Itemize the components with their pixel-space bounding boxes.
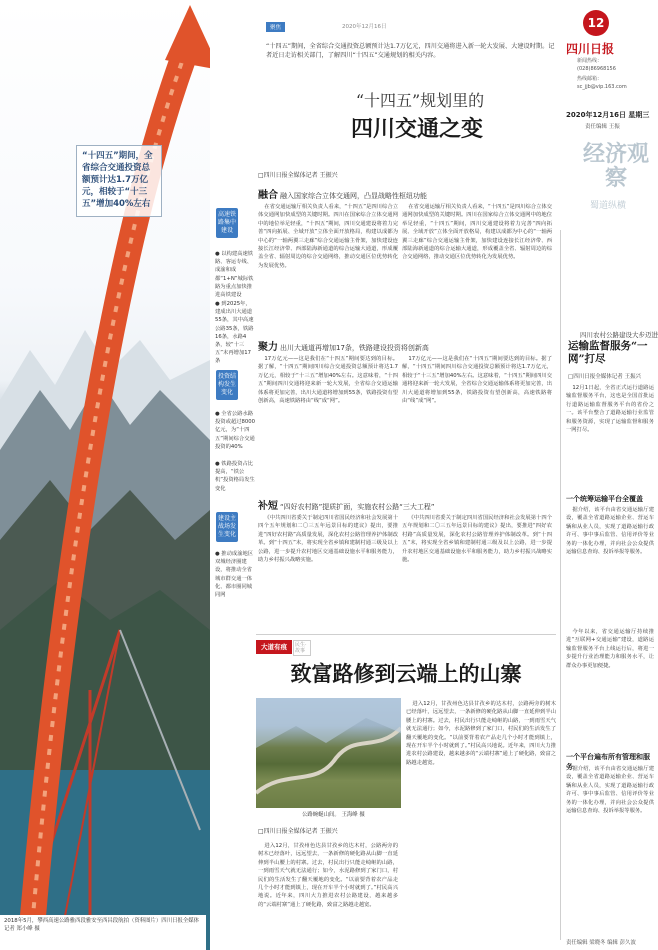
story-byline: □四川日报全媒体记者 王振兴 [258, 828, 338, 835]
top-date: 2020年12月16日 [342, 24, 387, 30]
article-intro: “十四五”期间，全省综合交通投资总额预计达1.7万亿元，四川交通将进入新一轮大发展、大建设时期。记者近日走访相关部门，了解四川“十四五”交通规划的相关内容。 [266, 43, 555, 59]
section-body-shortboard-1: 《中共四川省委关于制定四川省国民经济和社会发展第十四个五年规划和二〇三五年远景目标的建议》提出，要推进“四好农村路”高质量发展，深化农村公路管理养护体制改革。到“十四五”末，将实现全省乡镇和建制村通三级及以上公路，进一步提升农村地区交通基础设施水平和服务能力，助力乡村振兴战略实施。 [258, 515, 398, 564]
right-story-para4: 据介绍，该平台由省交通运输厅建设，覆盖全省道路运输企业、营运车辆和从业人员，实现了道路运输行政许可、事中事后监管、信用评价等业务的一体化办理，并向社会公众提供运输信息查询、投诉举报等服务。 [566, 766, 654, 815]
paper-name: 四川日报 [566, 42, 615, 56]
section-head-focus: 聚力 出川大通道再增加17条，铁路建设投资将创新高 [258, 342, 429, 353]
side-text-channels: ● 到2025年，建成出川大通道55条，其中高速公路35条，铁路16条，水路4条，较“十三五”末再增加17条 [215, 301, 254, 365]
road-photo [256, 698, 401, 808]
right-story-para3: 今年以来，省交通运输厅持续推进“互联网+交通运输”建设，道路运输监督服务平台上线运行后，将进一步提升行业治理能力和服务水平，让群众办事更加便捷。 [566, 629, 654, 669]
section-body-fusion-2: 在省交通运输厅相关负责人看来，“十四五”是四川综合立体交通网加快成型的关键时期。四川在国家综合立体交通网中的地位举足轻重，“十四五”期间，四川交通建设将着力完善“四向拓展、全域开放”立体全面开放格局，构建以成都为中心的“一轴两翼三走廊”综合交通运输主骨架，加快建设连接长江经济带、西部陆海新通道的综合运输大通道，形成覆盖全省、辐射周边的综合交通网络，推动交通区位优势转化为发展优势。 [402, 204, 552, 261]
right-story-para2: 据介绍，该平台由省交通运输厅建设，覆盖全省道路运输企业、营运车辆和从业人员，实现了道路运输行政许可、事中事后监管、信用评价等业务的一体化办理，并向社会公众提供运输信息查询、投诉举报等服务。 [566, 507, 654, 556]
section-tag: 聚焦 [266, 22, 285, 32]
story-title: 致富路修到云端上的山寨 [290, 661, 522, 686]
section-head-shortboard: 补短 “四好农村路”提质扩面，实施农村公路“三大工程” [258, 501, 435, 512]
side-text-rail: ● 以构建高速铁路、客运专线、成渝和成都“1+N”城际铁路为重点加快推进高铁建设 [215, 251, 254, 299]
hotline-number: (028)86968156 [577, 66, 616, 72]
right-story-title: 运输监督服务“一网”打尽 [568, 340, 648, 365]
winding-road-image [256, 698, 401, 808]
section-body-focus-1: 17万亿元——这是我们在“十四五”期间要达到的目标。据了解，“十四五”期间四川综合交通投资总额预计将达1.7万亿元，相较于“十三五”增加40%左右。这意味着，“十四五”期间四川交通将迎来新一轮大发展，全省综合交通运输体系将更加完善，出川大通道将增加到55条，铁路投资有望创新高，高速铁路将由“线”成“网”。 [258, 356, 398, 405]
page-footer: 责任编辑 梁晓冬 编辑 彭久波 [566, 940, 636, 946]
section-body-shortboard-2: 《中共四川省委关于制定四川省国民经济和社会发展第十四个五年规划和二〇三五年远景目标的建议》提出，要推进“四好农村路”高质量发展，深化农村公路管理养护体制改革。到“十四五”末，将实现全省乡镇和建制村通三级及以上公路，进一步提升农村地区交通基础设施水平和服务能力，助力乡村振兴战略实施。 [402, 515, 552, 564]
column-subtitle: 蜀道纵横 [590, 201, 627, 211]
right-story-para1: 12月1日起，全省正式运行道路运输监督服务平台，这也是全国首批运行道路运输监督服务平台的省份之一。该平台整合了道路运输行业监管和服务资源，实现了运输监督和服务一网打尽。 [566, 385, 654, 434]
right-story-subhead-2: 一个平台遍布所有管理和服务 [566, 753, 650, 771]
column-title: 经济观察 [582, 141, 649, 191]
left-visual-panel [0, 0, 210, 950]
photo-caption: 2018年5月，攀西高速公路雅西段雅安至西昌段航拍（资料图片）四川日报全媒体记者 郑小峰 摄 [0, 915, 206, 950]
story-divider [256, 634, 556, 635]
side-tag-invest: 投资结构发生变化 [216, 370, 238, 400]
right-story-subhead-1: 一个统筹运输平台全覆盖 [566, 495, 643, 503]
page-number: 12 [583, 10, 609, 36]
article-title: 四川交通之变 [350, 116, 483, 142]
side-text-city: ● 推动成渝地区双城经济圈建设，将推动全省城市群交通一体化、都市圈同城同网 [215, 551, 254, 599]
right-story-byline: □四川日报全媒体记者 王振兴 [568, 374, 641, 380]
email-address: sc_jjb@vip.163.com [577, 84, 627, 90]
page-editor: 责任编辑 王振 [585, 124, 620, 130]
article-title-prefix: “十四五”规划里的 [355, 91, 485, 110]
section-body-fusion-1: 在省交通运输厅相关负责人看来，“十四五”是四川综合立体交通网加快成型的关键时期。四川在国家综合立体交通网中的地位举足轻重，“十四五”期间，四川交通建设将着力完善“四向拓展、全域开放”立体全面开放格局，构建以成都为中心的“一轴两翼三走廊”综合交通运输主骨架，加快建设连接长江经济带、西部陆海新通道的综合运输大通道，形成覆盖全省、辐射周边的综合交通网络，推动交通区位优势转化为发展优势。 [258, 204, 398, 269]
headline-stat-box: “十四五”期间，全省综合交通投资总额预计达1.7万亿元，相较于“十三五”增加40%左右 [76, 145, 162, 217]
side-text-invest: ● 全省公路水路投资或超过8000亿元，为“十四五”期间综合交通投资的40% [215, 411, 255, 450]
issue-date: 2020年12月16日 星期三 [566, 111, 650, 119]
story-body-2: 进入12月，甘孜州色达县甘孜乡的达木村，公路两旁的树木已经落叶，远远望去，一条新修的硬化路从山脚一直延伸到半山腰上的村寨。过去，村民出行只能走崎岖的山路，一到雨雪天气就无法通行；如今，水泥路修到了家门口，村民们的生活发生了翻天覆地的变化。“以前要背着农产品走几个小时才能到镇上，现在开车半个小时就到了。”村民高兴地说。近年来，四川大力推进农村公路建设，越来越多的“云端村寨”通上了硬化路，致富之路越走越宽。 [406, 701, 556, 766]
side-text-rail-share: ● 铁路投资占比提高，“铁公机”投资格局发生变化 [215, 461, 255, 492]
article-byline: □四川日报全媒体记者 王振兴 [258, 172, 338, 179]
side-tag-rail: 高速铁路集中建设 [216, 208, 238, 238]
section-head-fusion: 融合 融入国家综合立体交通网，凸显战略性枢纽功能 [258, 190, 427, 201]
growth-arrow-graphic [0, 0, 210, 950]
side-tag-battlefield: 建设主战场发生变化 [216, 512, 238, 542]
right-story-kicker: 四川农村公路建设大步迈进 [580, 331, 658, 339]
story-body-1: 进入12月，甘孜州色达县甘孜乡的达木村，公路两旁的树木已经落叶，远远望去，一条新修的硬化路从山脚一直延伸到半山腰上的村寨。过去，村民出行只能走崎岖的山路，一到雨雪天气就无法通行；如今，水泥路修到了家门口，村民们的生活发生了翻天覆地的变化。“以前要背着农产品走几个小时才能到镇上，现在开车半个小时就到了。”村民高兴地说。近年来，四川大力推进农村公路建设，越来越多的“云端村寨”通上了硬化路，致富之路越走越宽。 [258, 843, 398, 908]
email-label: 热线邮箱： [577, 76, 603, 82]
section-body-focus-2: 17万亿元——这是我们在“十四五”期间要达到的目标。据了解，“十四五”期间四川综合交通投资总额预计将达1.7万亿元，相较于“十三五”增加40%左右。这意味着，“十四五”期间四川交通将迎来新一轮大发展，全省综合交通运输体系将更加完善，出川大通道将增加到55条，铁路投资有望创新高，高速铁路将由“线”成“网”。 [402, 356, 552, 405]
story-tag-sub: 民生·故事 [293, 640, 311, 656]
column-divider [560, 230, 561, 940]
road-photo-caption: 公路蜿蜒山间。 王海峰 摄 [302, 812, 365, 818]
story-tag: 大道有痕 [256, 640, 292, 654]
hotline-label: 新闻热线： [577, 58, 603, 64]
